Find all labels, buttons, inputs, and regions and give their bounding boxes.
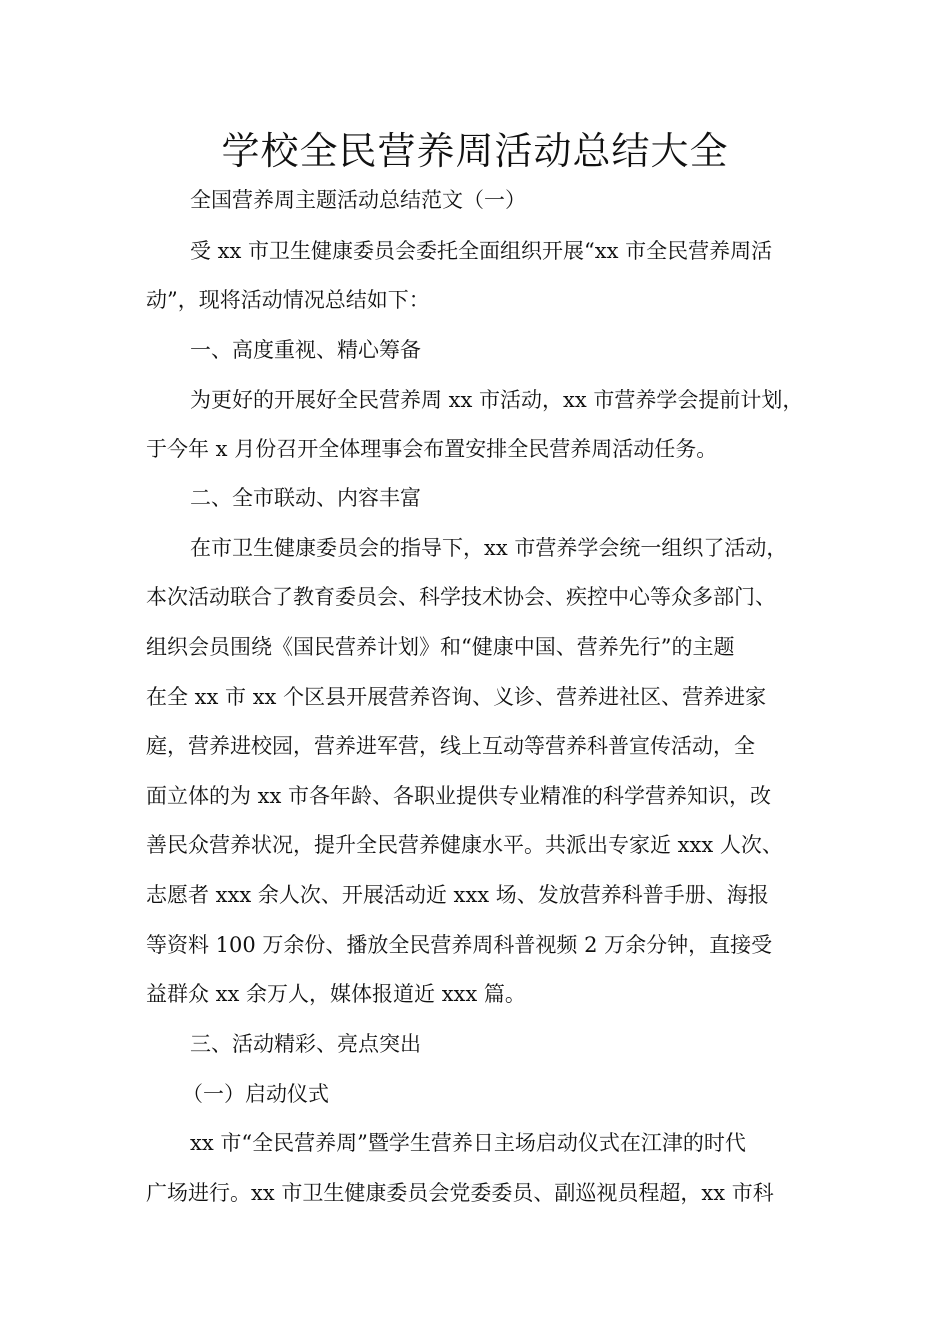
paragraph-line: 等资料 100 万余份、播放全民营养周科普视频 2 万余分钟，直接受 bbox=[146, 933, 773, 957]
paragraph-line: 面立体的为 xx 市各年龄、各职业提供专业精准的科学营养知识，改 bbox=[146, 784, 772, 808]
paragraph-line: 在全 xx 市 xx 个区县开展营养咨询、义诊、营养进社区、营养进家 bbox=[146, 685, 767, 709]
paragraph-line: 受 xx 市卫生健康委员会委托全面组织开展“xx 市全民营养周活 bbox=[190, 239, 773, 263]
section-heading: 一、高度重视、精心筹备 bbox=[190, 338, 421, 362]
section-heading: 二、全市联动、内容丰富 bbox=[190, 486, 421, 510]
paragraph-line: xx 市“全民营养周”暨学生营养日主场启动仪式在江津的时代 bbox=[190, 1131, 746, 1155]
paragraph-line: 为更好的开展好全民营养周 xx 市活动，xx 市营养学会提前计划， bbox=[190, 388, 804, 412]
paragraph-line: 于今年 x 月份召开全体理事会布置安排全民营养周活动任务。 bbox=[146, 437, 718, 461]
paragraph-line: 组织会员围绕《国民营养计划》和“健康中国、营养先行”的主题 bbox=[146, 635, 735, 659]
section-heading: 全国营养周主题活动总结范文（一） bbox=[190, 188, 526, 212]
paragraph-line: 益群众 xx 余万人，媒体报道近 xxx 篇。 bbox=[146, 982, 526, 1006]
document-title: 学校全民营养周活动总结大全 bbox=[221, 129, 729, 173]
paragraph-line: 本次活动联合了教育委员会、科学技术协会、疾控中心等众多部门、 bbox=[146, 585, 776, 609]
paragraph-line: 志愿者 xxx 余人次、开展活动近 xxx 场、发放营养科普手册、海报 bbox=[146, 883, 769, 907]
paragraph-line: 善民众营养状况，提升全民营养健康水平。共派出专家近 xxx 人次、 bbox=[146, 833, 783, 857]
section-heading: 三、活动精彩、亮点突出 bbox=[190, 1032, 421, 1056]
paragraph-line: 在市卫生健康委员会的指导下，xx 市营养学会统一组织了活动， bbox=[190, 536, 788, 560]
paragraph-line: 广场进行。xx 市卫生健康委员会党委委员、副巡视员程超，xx 市科 bbox=[146, 1181, 774, 1205]
paragraph-line: 动”，现将活动情况总结如下： bbox=[146, 288, 430, 312]
paragraph-line: 庭，营养进校园，营养进军营，线上互动等营养科普宣传活动，全 bbox=[146, 734, 755, 758]
subsection-heading: （一）启动仪式 bbox=[182, 1082, 329, 1106]
